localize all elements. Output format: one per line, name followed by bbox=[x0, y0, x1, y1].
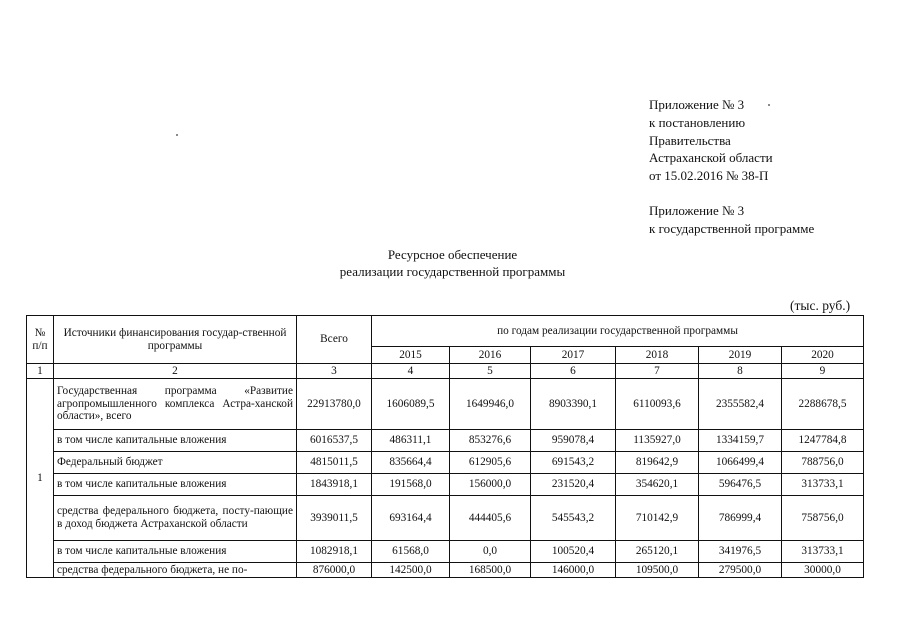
table-row bbox=[27, 379, 864, 430]
value-cell: 61568,0 bbox=[372, 541, 450, 563]
document-subtitle: реализации государственной программы bbox=[339, 264, 566, 279]
value-cell: 758756,0 bbox=[782, 496, 864, 541]
value-cell: 191568,0 bbox=[372, 474, 450, 496]
value-cell: 231520,4 bbox=[531, 474, 616, 496]
table-row bbox=[27, 496, 864, 541]
value-cell: 1334159,7 bbox=[699, 430, 782, 452]
source-cell: в том числе капитальные вложения bbox=[54, 430, 297, 452]
column-number: 6 bbox=[531, 364, 616, 379]
value-cell: 0,0 bbox=[450, 541, 531, 563]
value-cell: 691543,2 bbox=[531, 452, 616, 474]
value-cell: 142500,0 bbox=[372, 563, 450, 578]
value-cell: 4815011,5 bbox=[297, 452, 372, 474]
value-cell: 786999,4 bbox=[699, 496, 782, 541]
value-cell: 819642,9 bbox=[616, 452, 699, 474]
column-number: 3 bbox=[297, 364, 372, 379]
value-cell: 853276,6 bbox=[450, 430, 531, 452]
value-cell: 279500,0 bbox=[699, 563, 782, 578]
value-cell: 313733,1 bbox=[782, 474, 864, 496]
column-number: 7 bbox=[616, 364, 699, 379]
appendix-line: Приложение № 3 bbox=[649, 97, 745, 112]
resource-table bbox=[26, 315, 864, 578]
value-cell: 2355582,4 bbox=[699, 379, 782, 430]
value-cell: 6016537,5 bbox=[297, 430, 372, 452]
value-cell: 835664,4 bbox=[372, 452, 450, 474]
header-year: 2017 bbox=[531, 347, 616, 364]
header-year: 2015 bbox=[372, 347, 450, 364]
value-cell: 1843918,1 bbox=[297, 474, 372, 496]
row-number: 1 bbox=[27, 379, 54, 578]
header-year: 2016 bbox=[450, 347, 531, 364]
table-header-row bbox=[27, 316, 864, 347]
value-cell: 6110093,6 bbox=[616, 379, 699, 430]
header-year: 2019 bbox=[699, 347, 782, 364]
source-cell: средства федерального бюджета, не по- bbox=[54, 563, 297, 578]
appendix-block bbox=[649, 96, 814, 238]
value-cell: 265120,1 bbox=[616, 541, 699, 563]
value-cell: 8903390,1 bbox=[531, 379, 616, 430]
value-cell: 168500,0 bbox=[450, 563, 531, 578]
value-cell: 444405,6 bbox=[450, 496, 531, 541]
value-cell: 959078,4 bbox=[531, 430, 616, 452]
value-cell: 876000,0 bbox=[297, 563, 372, 578]
appendix-line: Правительства bbox=[649, 132, 731, 148]
appendix-line: от 15.02.2016 № 38-П bbox=[649, 168, 769, 184]
header-by-years: по годам реализации государственной программы bbox=[372, 316, 864, 347]
value-cell: 545543,2 bbox=[531, 496, 616, 541]
source-cell: Государственная программа «Развитие агропромышленного комплекса Астра-ханской области», всего bbox=[54, 379, 297, 430]
source-cell: Федеральный бюджет bbox=[54, 452, 297, 474]
header-year: 2018 bbox=[616, 347, 699, 364]
table-row bbox=[27, 452, 864, 474]
value-cell: 156000,0 bbox=[450, 474, 531, 496]
value-cell: 710142,9 bbox=[616, 496, 699, 541]
value-cell: 354620,1 bbox=[616, 474, 699, 496]
value-cell: 788756,0 bbox=[782, 452, 864, 474]
header-source: Источники финансирования государ-ственной программы bbox=[54, 316, 297, 364]
appendix-line: Приложение № 3 bbox=[649, 202, 745, 218]
value-cell: 3939011,5 bbox=[297, 496, 372, 541]
units-label: (тыс. руб.) bbox=[790, 298, 851, 313]
value-cell: 22913780,0 bbox=[297, 379, 372, 430]
table-row bbox=[27, 563, 864, 578]
value-cell: 693164,4 bbox=[372, 496, 450, 541]
appendix-line: Астраханской области bbox=[649, 150, 773, 166]
appendix-line: к государственной программе bbox=[649, 220, 815, 236]
value-cell: 1135927,0 bbox=[616, 430, 699, 452]
column-number-row bbox=[27, 364, 864, 379]
value-cell: 1606089,5 bbox=[372, 379, 450, 430]
value-cell: 341976,5 bbox=[699, 541, 782, 563]
value-cell: 1649946,0 bbox=[450, 379, 531, 430]
value-cell: 1082918,1 bbox=[297, 541, 372, 563]
value-cell: 100520,4 bbox=[531, 541, 616, 563]
scan-speck bbox=[176, 134, 178, 136]
column-number: 5 bbox=[450, 364, 531, 379]
value-cell: 109500,0 bbox=[616, 563, 699, 578]
column-number: 9 bbox=[782, 364, 864, 379]
column-number: 1 bbox=[27, 364, 54, 379]
header-total: Всего bbox=[297, 316, 372, 364]
header-year: 2020 bbox=[782, 347, 864, 364]
column-number: 2 bbox=[54, 364, 297, 379]
value-cell: 313733,1 bbox=[782, 541, 864, 563]
value-cell: 30000,0 bbox=[782, 563, 864, 578]
appendix-line: к постановлению bbox=[649, 114, 746, 130]
column-number: 8 bbox=[699, 364, 782, 379]
column-number: 4 bbox=[372, 364, 450, 379]
header-num: № п/п bbox=[27, 316, 54, 364]
scan-speck bbox=[768, 104, 770, 106]
table-row bbox=[27, 430, 864, 452]
source-cell: в том числе капитальные вложения bbox=[54, 541, 297, 563]
value-cell: 1247784,8 bbox=[782, 430, 864, 452]
table-row bbox=[27, 474, 864, 496]
value-cell: 596476,5 bbox=[699, 474, 782, 496]
source-cell: средства федерального бюджета, посту-пающие в доход бюджета Астраханской области bbox=[54, 496, 297, 541]
document-title: Ресурсное обеспечение bbox=[387, 247, 518, 262]
value-cell: 612905,6 bbox=[450, 452, 531, 474]
value-cell: 2288678,5 bbox=[782, 379, 864, 430]
value-cell: 486311,1 bbox=[372, 430, 450, 452]
value-cell: 1066499,4 bbox=[699, 452, 782, 474]
table-row bbox=[27, 541, 864, 563]
value-cell: 146000,0 bbox=[531, 563, 616, 578]
source-cell: в том числе капитальные вложения bbox=[54, 474, 297, 496]
